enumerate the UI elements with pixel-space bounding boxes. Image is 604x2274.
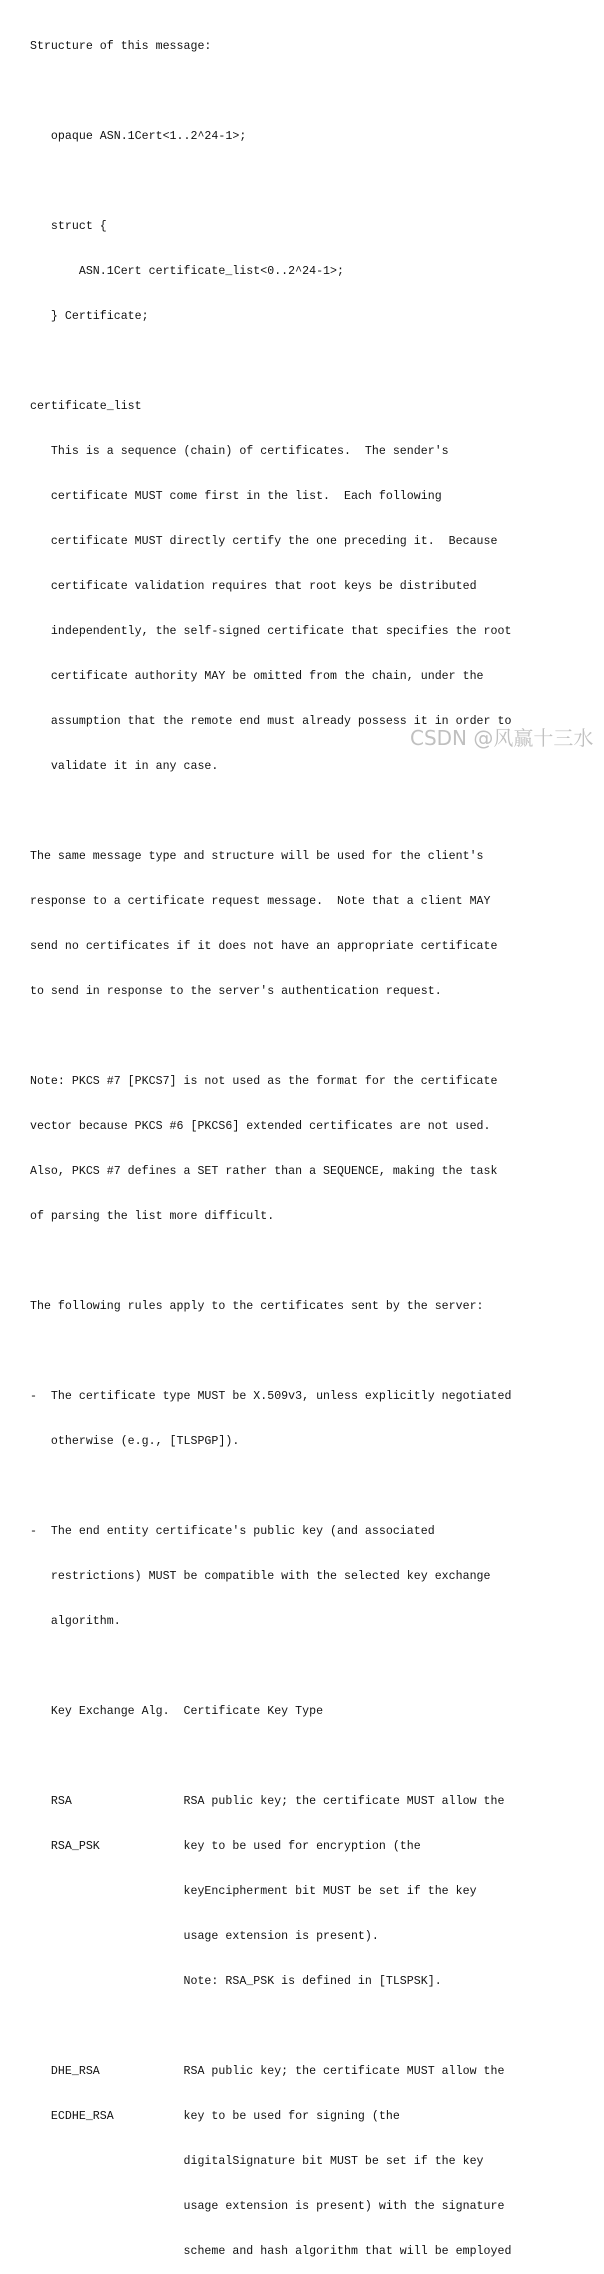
doc-line bbox=[30, 354, 511, 369]
doc-line: independently, the self-signed certificate that specifies the root bbox=[30, 625, 512, 638]
doc-line bbox=[30, 174, 511, 189]
doc-line: Key Exchange Alg. Certificate Key Type bbox=[30, 1705, 324, 1718]
doc-line: certificate MUST come first in the list. Each following bbox=[30, 490, 442, 503]
doc-line: algorithm. bbox=[30, 1615, 121, 1628]
doc-line: ASN.1Cert certificate_list<0..2^24-1>; bbox=[30, 265, 344, 278]
doc-line bbox=[30, 1659, 511, 1674]
doc-line bbox=[30, 1254, 511, 1269]
doc-line: struct { bbox=[30, 220, 107, 233]
doc-line: usage extension is present) with the signature bbox=[30, 2200, 505, 2213]
doc-line: response to a certificate request message. Note that a client MAY bbox=[30, 895, 491, 908]
doc-line: certificate authority MAY be omitted from the chain, under the bbox=[30, 670, 484, 683]
doc-line bbox=[30, 84, 511, 99]
doc-line: certificate_list bbox=[30, 400, 142, 413]
doc-line bbox=[30, 1749, 511, 1764]
doc-line: validate it in any case. bbox=[30, 760, 219, 773]
doc-line: DHE_RSA RSA public key; the certificate MUST allow the bbox=[30, 2065, 505, 2078]
doc-line: The following rules apply to the certificates sent by the server: bbox=[30, 1300, 484, 1313]
doc-line bbox=[30, 1344, 511, 1359]
doc-line: opaque ASN.1Cert<1..2^24-1>; bbox=[30, 130, 247, 143]
rfc-document-text bbox=[30, 9, 511, 2274]
doc-line: digitalSignature bit MUST be set if the key bbox=[30, 2155, 484, 2168]
doc-line: of parsing the list more difficult. bbox=[30, 1210, 275, 1223]
doc-line: RSA RSA public key; the certificate MUST allow the bbox=[30, 1795, 505, 1808]
doc-line bbox=[30, 2019, 511, 2034]
doc-line: - The end entity certificate's public key (and associated bbox=[30, 1525, 435, 1538]
doc-line: ECDHE_RSA key to be used for signing (the bbox=[30, 2110, 400, 2123]
doc-line bbox=[30, 804, 511, 819]
doc-line: } Certificate; bbox=[30, 310, 149, 323]
doc-line: certificate MUST directly certify the one preceding it. Because bbox=[30, 535, 498, 548]
doc-line: assumption that the remote end must already possess it in order to bbox=[30, 715, 512, 728]
doc-line: scheme and hash algorithm that will be employed bbox=[30, 2245, 512, 2258]
csdn-watermark: CSDN @风赢十三水 bbox=[410, 726, 594, 750]
doc-line: The same message type and structure will be used for the client's bbox=[30, 850, 484, 863]
doc-line: Also, PKCS #7 defines a SET rather than a SEQUENCE, making the task bbox=[30, 1165, 498, 1178]
doc-line: to send in response to the server's authentication request. bbox=[30, 985, 442, 998]
doc-line: - The certificate type MUST be X.509v3, unless explicitly negotiated bbox=[30, 1390, 512, 1403]
doc-line: vector because PKCS #6 [PKCS6] extended certificates are not used. bbox=[30, 1120, 491, 1133]
doc-line: Note: RSA_PSK is defined in [TLSPSK]. bbox=[30, 1975, 442, 1988]
doc-line: restrictions) MUST be compatible with the selected key exchange bbox=[30, 1570, 491, 1583]
doc-line: usage extension is present). bbox=[30, 1930, 379, 1943]
doc-line: Note: PKCS #7 [PKCS7] is not used as the format for the certificate bbox=[30, 1075, 498, 1088]
doc-line: certificate validation requires that root keys be distributed bbox=[30, 580, 477, 593]
doc-line: RSA_PSK key to be used for encryption (the bbox=[30, 1840, 421, 1853]
doc-line bbox=[30, 1479, 511, 1494]
doc-line: This is a sequence (chain) of certificates. The sender's bbox=[30, 445, 449, 458]
doc-line: otherwise (e.g., [TLSPGP]). bbox=[30, 1435, 240, 1448]
doc-line bbox=[30, 1029, 511, 1044]
doc-line: Structure of this message: bbox=[30, 40, 212, 53]
doc-line: send no certificates if it does not have an appropriate certificate bbox=[30, 940, 498, 953]
doc-line: keyEncipherment bit MUST be set if the key bbox=[30, 1885, 477, 1898]
